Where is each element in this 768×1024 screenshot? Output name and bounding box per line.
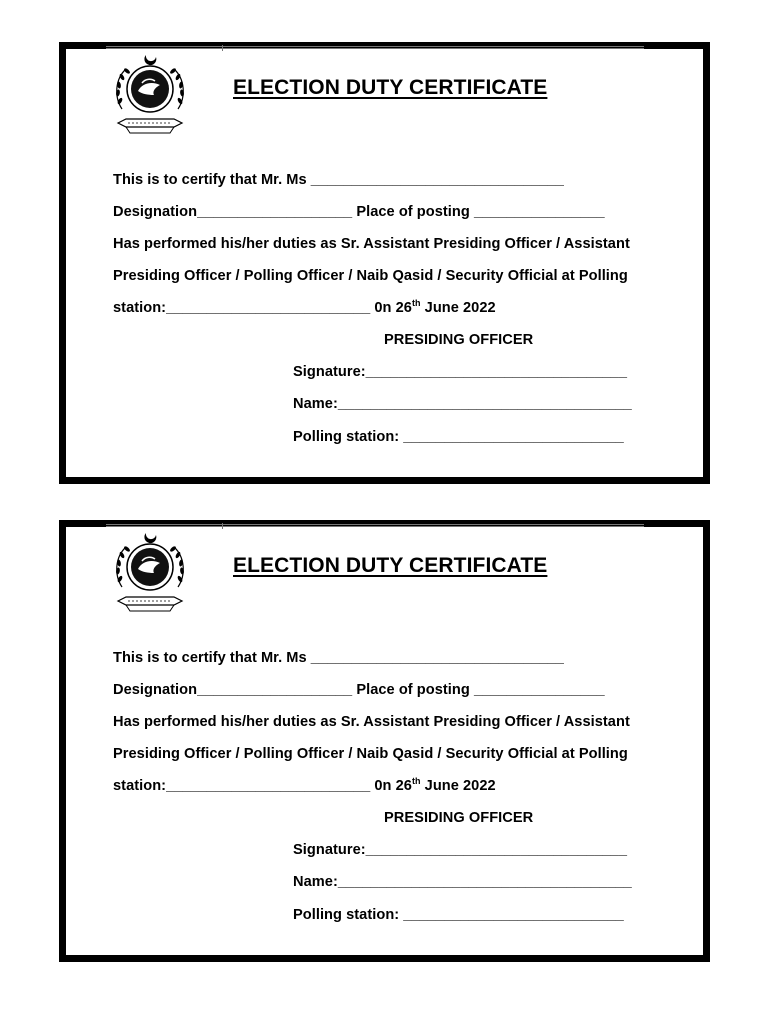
name-line: Name:____________________________________ bbox=[293, 874, 632, 890]
polling-station-line: Polling station: ___________________________ bbox=[293, 907, 624, 923]
election-commission-emblem-icon bbox=[112, 531, 188, 617]
date-ordinal-suffix: th bbox=[411, 776, 421, 787]
signature-line: Signature:________________________________ bbox=[293, 364, 627, 380]
election-duty-certificate-2 bbox=[59, 520, 710, 962]
station-line bbox=[113, 300, 496, 316]
designation-line: Designation___________________ Place of posting ________________ bbox=[113, 204, 605, 220]
certificate-title: ELECTION DUTY CERTIFICATE bbox=[233, 76, 548, 99]
presiding-officer-heading: PRESIDING OFFICER bbox=[384, 810, 534, 826]
certify-line: This is to certify that Mr. Ms _______________________________ bbox=[113, 650, 564, 666]
station-prefix: station:_________________________ 0n 26 bbox=[113, 300, 412, 316]
election-duty-certificate-1 bbox=[59, 42, 710, 484]
top-rule bbox=[106, 46, 644, 49]
duties-line-2: Presiding Officer / Polling Officer / Naib Qasid / Security Official at Polling bbox=[113, 268, 628, 284]
certify-line: This is to certify that Mr. Ms _______________________________ bbox=[113, 172, 564, 188]
certificate-title: ELECTION DUTY CERTIFICATE bbox=[233, 554, 548, 577]
duties-line-1: Has performed his/her duties as Sr. Assistant Presiding Officer / Assistant bbox=[113, 714, 630, 730]
duties-line-1: Has performed his/her duties as Sr. Assistant Presiding Officer / Assistant bbox=[113, 236, 630, 252]
station-prefix: station:_________________________ 0n 26 bbox=[113, 778, 412, 794]
station-suffix: June 2022 bbox=[420, 300, 496, 316]
date-ordinal-suffix: th bbox=[411, 298, 421, 309]
station-line bbox=[113, 778, 496, 794]
top-rule bbox=[106, 524, 644, 527]
name-line: Name:____________________________________ bbox=[293, 396, 632, 412]
designation-line: Designation___________________ Place of posting ________________ bbox=[113, 682, 605, 698]
polling-station-line: Polling station: ___________________________ bbox=[293, 429, 624, 445]
election-commission-emblem-icon bbox=[112, 53, 188, 139]
presiding-officer-heading: PRESIDING OFFICER bbox=[384, 332, 534, 348]
station-suffix: June 2022 bbox=[420, 778, 496, 794]
duties-line-2: Presiding Officer / Polling Officer / Naib Qasid / Security Official at Polling bbox=[113, 746, 628, 762]
signature-line: Signature:________________________________ bbox=[293, 842, 627, 858]
